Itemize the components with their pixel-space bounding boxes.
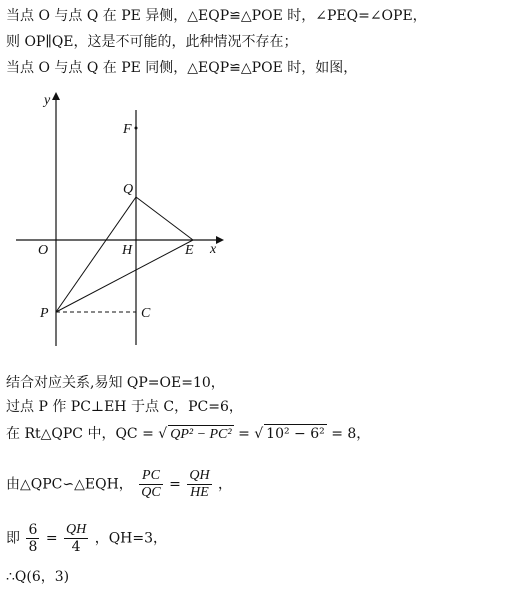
radicand-1: QP² − PC² [170, 427, 232, 442]
fraction-pc-qc: $\frac{PC}{QC}$ [141, 468, 161, 500]
text-line-1: 当点 O 与点 Q 在 PE 异侧，△EQP≌△POE 时，∠PEQ=∠OPE， [6, 8, 427, 24]
label-q: Q [123, 182, 134, 197]
geometry-figure [0, 84, 240, 352]
label-x: x [210, 242, 217, 257]
text-line-6 [6, 424, 370, 444]
text-line-8 [6, 522, 167, 555]
line8-end: ，QH=3， [94, 530, 168, 547]
text-line-9: ∴Q(6，3) [6, 569, 70, 585]
y-axis-arrow [52, 92, 60, 100]
line7-pre: 由△QPC∽△EQH， [6, 476, 133, 493]
text-line-2: 则 OP∥QE，这是不可能的，此种情况不存在； [6, 34, 298, 50]
line6-end: = 8， [331, 426, 371, 442]
text-line-3: 当点 O 与点 Q 在 PE 同侧，△EQP≌△POE 时，如图， [6, 60, 358, 76]
text-line-7 [6, 468, 232, 501]
label-f: F [123, 122, 132, 137]
x-axis-arrow [216, 236, 224, 244]
radicand-2: 10² − 6² [266, 426, 325, 442]
text-line-5: 过点 P 作 PC⊥EH 于点 C，PC=6， [6, 399, 243, 415]
label-y: y [44, 93, 51, 108]
fraction-qh-he: $\frac{QH}{HE}$ [189, 468, 210, 500]
label-o: O [38, 243, 49, 258]
line6-mid: = [238, 426, 250, 442]
label-p: P [40, 306, 49, 321]
line7-eq: = [169, 476, 181, 493]
label-e: E [185, 243, 194, 258]
line8-pre: 即 [6, 530, 20, 547]
line7-end: ， [218, 476, 233, 493]
fraction-6-8: $\frac{6}{8}$ [28, 522, 38, 555]
sqrt-sign-1: √ [158, 426, 168, 442]
text-line-4: 结合对应关系,易知 QP=OE=10， [6, 375, 225, 391]
label-c: C [141, 306, 151, 321]
sqrt-sign-2: √ [254, 426, 264, 442]
line6-pre: 在 Rt△QPC 中，QC = [6, 426, 154, 442]
label-h: H [122, 243, 133, 258]
fraction-qh-4: $\frac{QH}{4}$ [66, 522, 87, 555]
point-f [135, 127, 138, 130]
segment-qe [136, 197, 193, 240]
line8-eq: = [45, 530, 58, 547]
